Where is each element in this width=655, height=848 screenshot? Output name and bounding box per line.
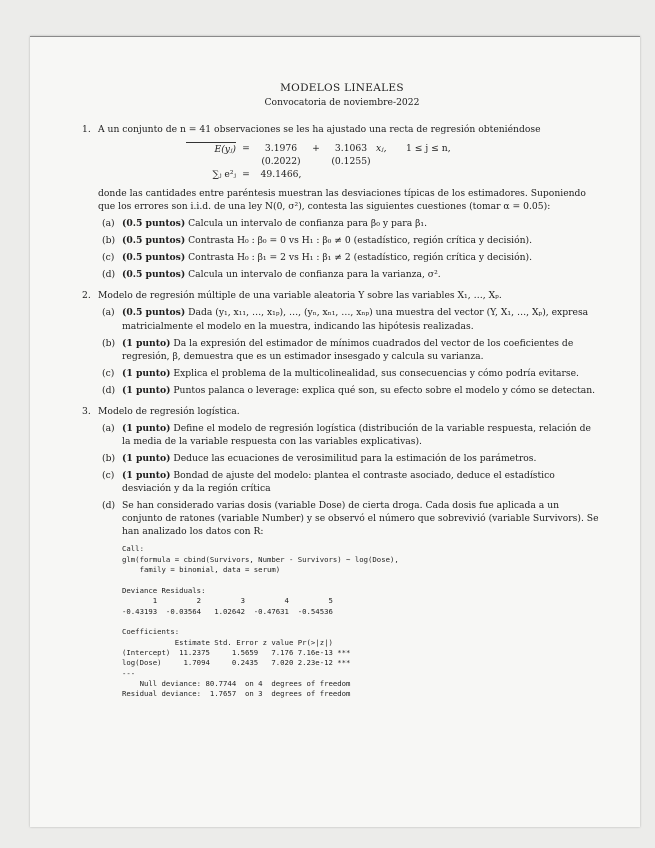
sum-lhs: ∑ⱼ e²ⱼ — [212, 169, 236, 181]
sub-item — [98, 217, 602, 230]
eq-x: xⱼ, — [376, 143, 387, 155]
sub-item-label: (d) — [102, 384, 116, 396]
sub-item-text: Da la expresión del estimador de mínimos cuadrados del vector de los coeficientes de regresión, β, demuestra que es un estimador insesgado y calcula su varianza. — [122, 337, 574, 362]
page-subtitle: Convocatoria de noviembre-2022 — [264, 96, 420, 108]
question-description: donde las cantidades entre paréntesis muestran las desviaciones típicas de los estimadores. Suponiendo que los errores son i.i.d. de una ley N(0, σ²), contesta las siguientes cuestiones (tomar α = 0.05): — [98, 188, 586, 213]
sub-item — [98, 469, 602, 495]
sub-item-label: (a) — [102, 218, 115, 230]
sub-item-points: (1 punto) — [122, 470, 171, 482]
sub-item-label: (d) — [102, 269, 116, 281]
question-number: 3. — [82, 405, 91, 417]
sub-item-label: (b) — [102, 453, 116, 465]
sub-item-label: (a) — [102, 422, 115, 434]
exam-page — [30, 36, 640, 827]
sub-item — [98, 234, 602, 247]
exam-content — [82, 77, 602, 700]
sub-item-text: Explica el problema de la multicolinealidad, sus consecuencias y cómo podría evitarse. — [170, 367, 579, 379]
sub-item-label: (c) — [102, 252, 115, 264]
sub-item-points: (1 punto) — [122, 453, 171, 465]
regression-equation — [186, 142, 602, 181]
sub-item-label: (c) — [102, 367, 115, 379]
question-intro: A un conjunto de n = 41 observaciones se les ha ajustado una recta de regresión obteniéndose — [98, 123, 541, 135]
sub-item — [98, 367, 602, 380]
sub-item — [98, 337, 602, 363]
sub-item-text: Define el modelo de regresión logística (distribución de la variable respuesta, relación de la media de la variable respuesta con las variables explicativas). — [122, 422, 591, 447]
question-intro: Modelo de regresión logística. — [98, 405, 240, 417]
question-number: 2. — [82, 290, 91, 302]
sub-item — [98, 422, 602, 448]
sub-item — [98, 499, 602, 700]
sub-item-label: (b) — [102, 337, 116, 349]
sub-item-text: Contrasta H₀ : β₀ = 0 vs H₁ : β₀ ≠ 0 (estadístico, región crítica y decisión). — [185, 235, 533, 247]
sub-item-text: Calcula un intervalo de confianza para la varianza, σ². — [185, 269, 441, 281]
sub-item-points: (0.5 puntos) — [122, 235, 186, 247]
se-slope: (0.1255) — [331, 156, 371, 168]
sub-item-points: (1 punto) — [122, 384, 171, 396]
sub-item-label: (a) — [102, 307, 115, 319]
eq-lhs: E(yⱼ) — [186, 142, 236, 155]
sub-item-points: (1 punto) — [122, 367, 171, 379]
sub-item-label: (b) — [102, 235, 116, 247]
sub-item-text: Calcula un intervalo de confianza para β₀ y para β₁. — [185, 218, 428, 230]
page-title: MODELOS LINEALES — [280, 82, 404, 94]
sub-item — [98, 268, 602, 281]
sub-item-label: (d) — [102, 500, 116, 512]
question-intro: Modelo de regresión múltiple de una variable aleatoria Y sobre las variables X₁, …, Xₚ. — [98, 290, 502, 302]
sub-item-points: (1 punto) — [122, 337, 171, 349]
se-intercept: (0.2022) — [261, 156, 301, 168]
sub-item — [98, 452, 602, 465]
sub-item — [98, 384, 602, 397]
r-output-code: Call: glm(formula = cbind(Survivors, Number - Survivors) ~ log(Dose), family = binomial, data = serum) Deviance Residuals: 1 2 3 4 5 -0.43193 -0.03564 1.02642 -0.47631 -0.54536 Coefficients: Estimate Std. Error z value Pr(>|z|) (Intercept) 11.2375 1.5659 7.176 7.16e-13 *** log(Dose) 1.7094 0.2435 7.020 2.23e-12 *** --- Null deviance: 80.7744 on 4 degrees of freedom Residual deviance: 1.7657 on 3 degrees of freedom — [122, 544, 399, 699]
question-2 — [82, 289, 602, 396]
sub-item-points: (0.5 puntos) — [122, 218, 186, 230]
eq-slope: 3.1063 — [334, 143, 368, 155]
sub-item-points: (0.5 puntos) — [122, 307, 186, 319]
sub-item — [98, 251, 602, 264]
sub-item-label: (c) — [102, 470, 115, 482]
sub-item-points: (1 punto) — [122, 422, 171, 434]
sub-item-text: Deduce las ecuaciones de verosimilitud para la estimación de los parámetros. — [170, 453, 537, 465]
sub-item-text: Bondad de ajuste del modelo: plantea el contraste asociado, deduce el estadístico desviación y da la región crítica — [122, 470, 555, 495]
sub-item-text: Contrasta H₀ : β₁ = 2 vs H₁ : β₁ ≠ 2 (estadístico, región crítica y decisión). — [185, 252, 533, 264]
question-3 — [82, 405, 602, 700]
question-number: 1. — [82, 123, 91, 135]
sub-item — [98, 306, 602, 332]
sub-item-points: (0.5 puntos) — [122, 252, 186, 264]
eq-intercept: 3.1976 — [264, 143, 298, 155]
eq-plus: + — [312, 143, 320, 155]
eq-range: 1 ≤ j ≤ n, — [406, 143, 451, 155]
sub-item-text: Puntos palanca o leverage: explica qué son, su efecto sobre el modelo y cómo se detectan. — [170, 384, 596, 396]
sub-item-points: (0.5 puntos) — [122, 269, 186, 281]
sum-equals: = — [242, 169, 250, 181]
sub-item-text: Se han considerado varias dosis (variable Dose) de cierta droga. Cada dosis fue aplicada a un conjunto de ratones (variable Number) y se observó el número que sobrevivió (variable Survivors). Se han analizado los datos con R: — [122, 500, 599, 538]
sub-item-text: Dada (y₁, x₁₁, …, x₁ₚ), …, (yₙ, xₙ₁, …, xₙₚ) una muestra del vector (Y, X₁, …, Xₚ), expresa matricialmente el modelo en la muestra, indicando las hipótesis realizadas. — [122, 307, 589, 332]
question-1 — [82, 123, 602, 281]
eq-equals: = — [242, 143, 250, 155]
sum-value: 49.1466, — [260, 169, 302, 181]
